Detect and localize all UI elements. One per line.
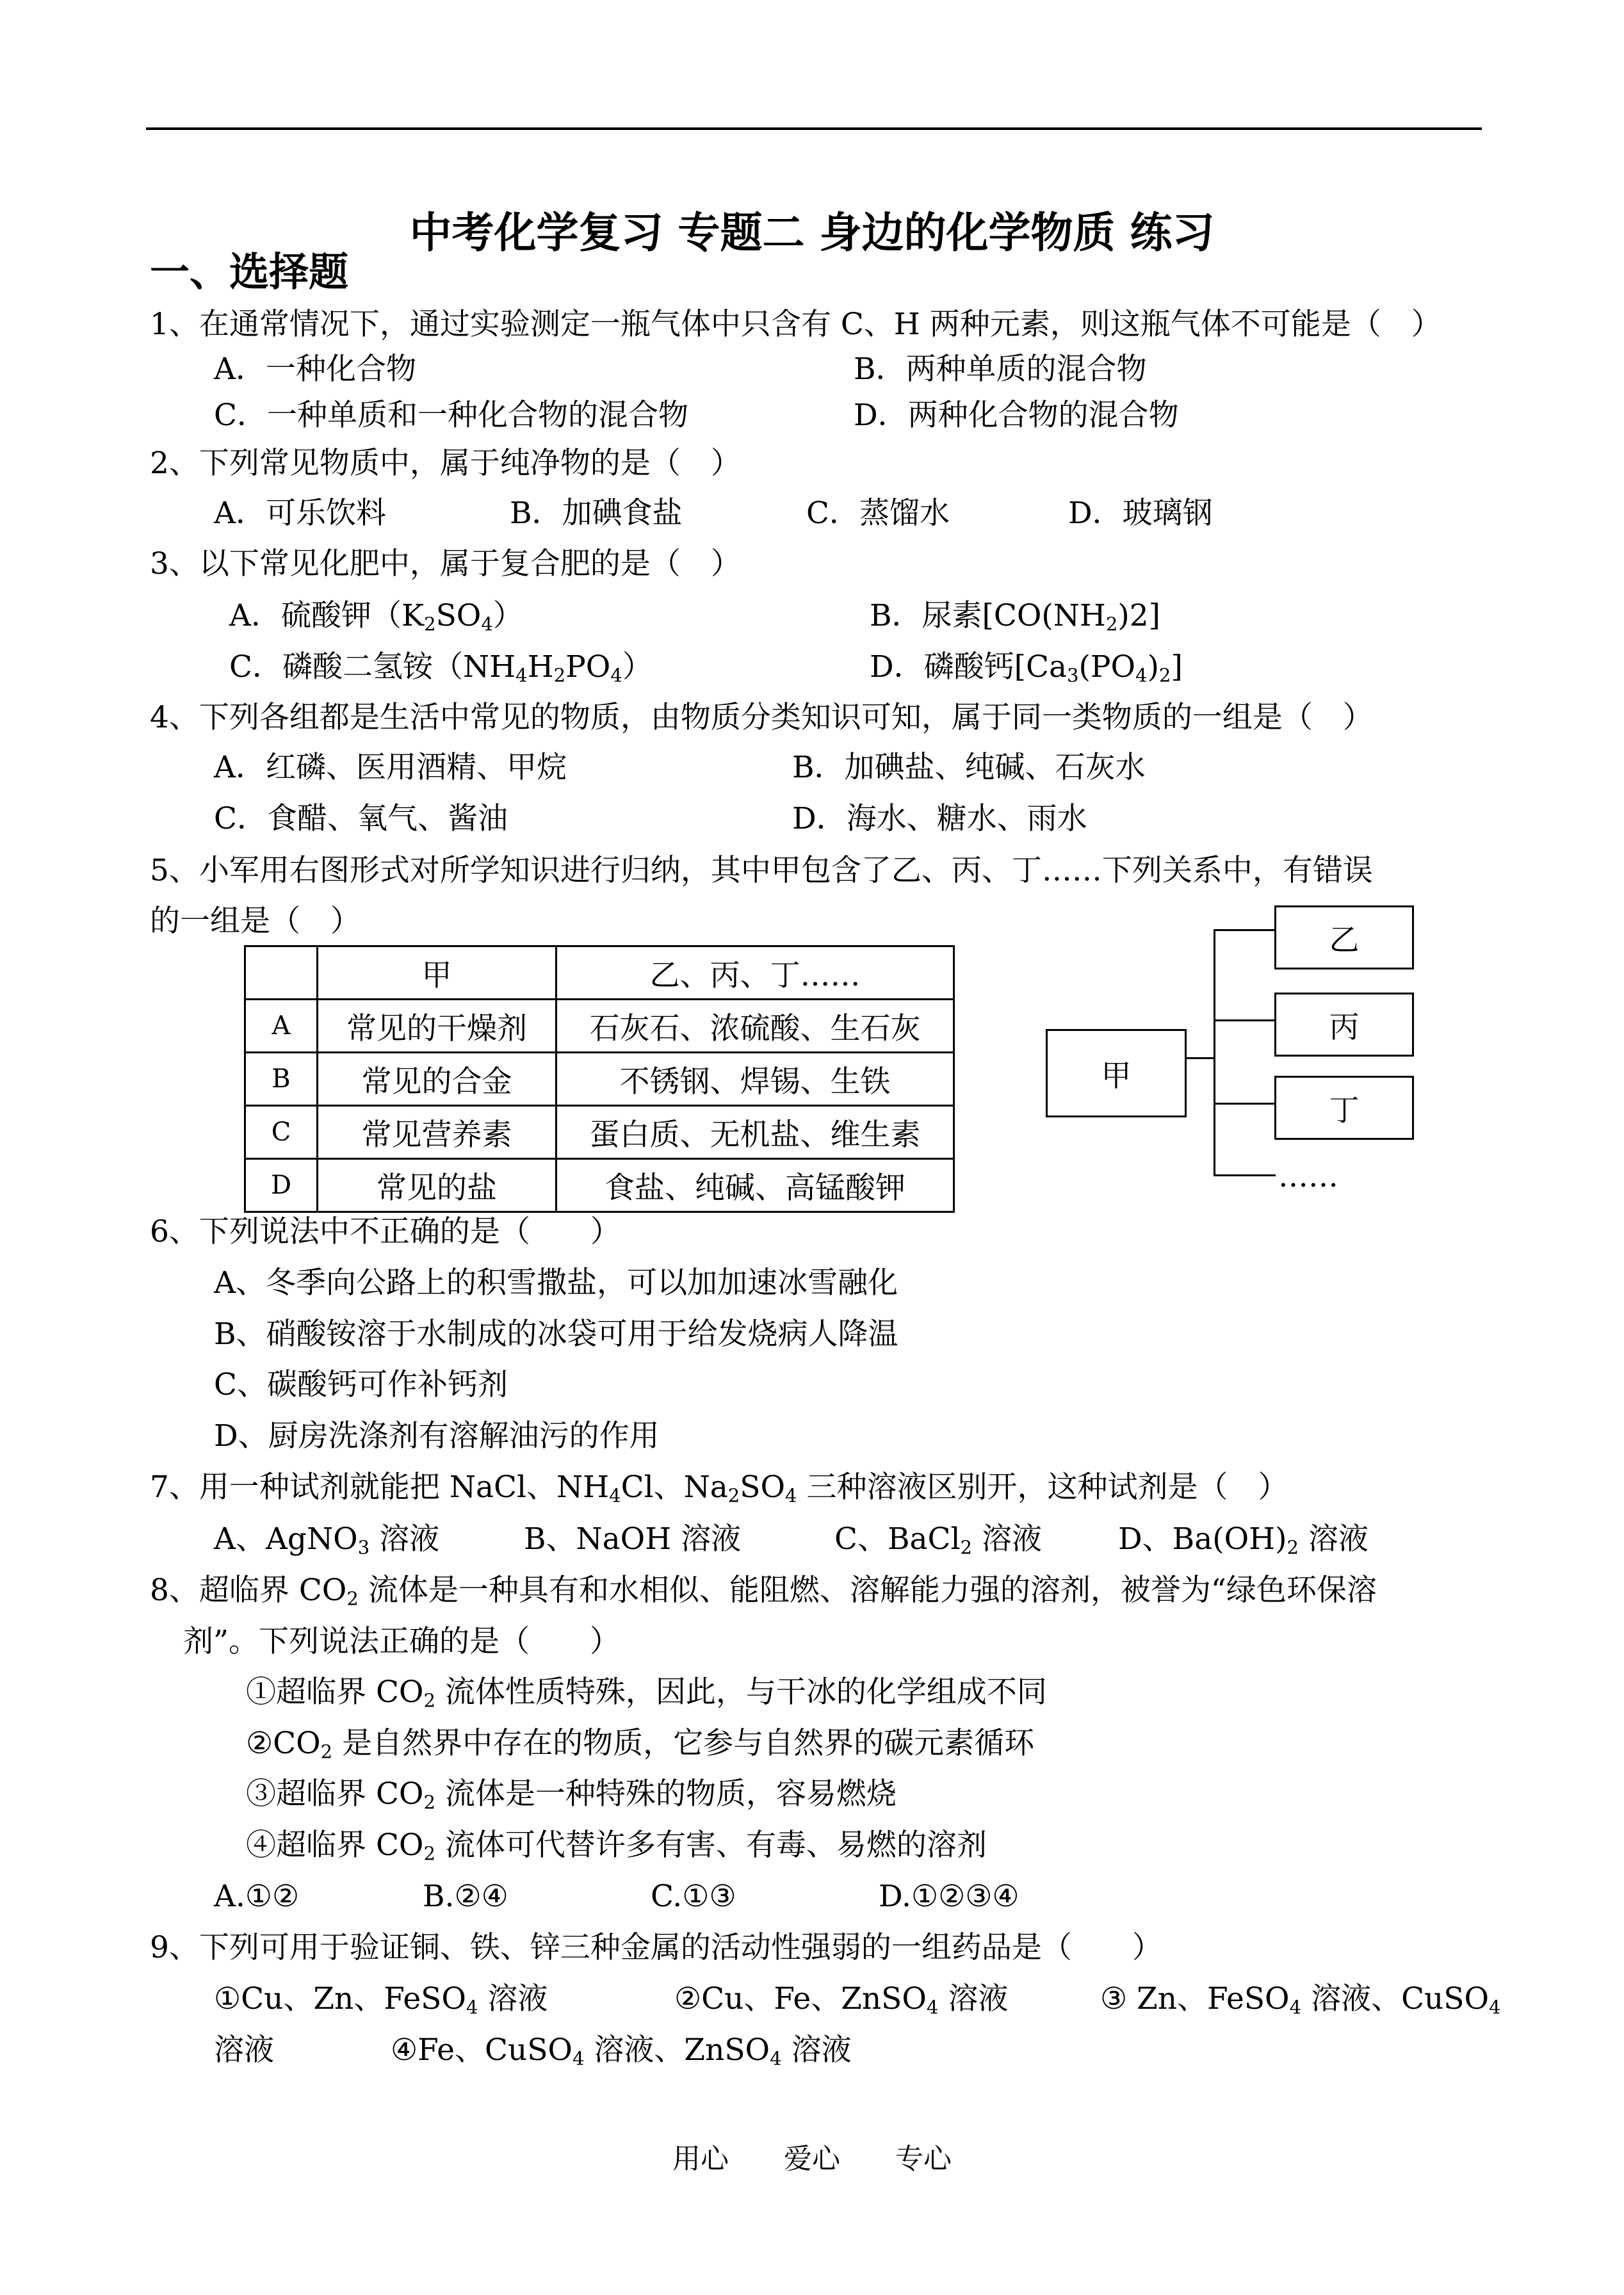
table-cell: 不锈钢、焊锡、生铁 bbox=[556, 1053, 954, 1106]
q9-option-1: ①Cu、Zn、FeSO$_4$ 溶液 bbox=[214, 1981, 548, 2018]
q1-stem: 1、在通常情况下，通过实验测定一瓶气体中只含有 C、H 两种元素，则这瓶气体不可能是（ ） bbox=[150, 307, 1441, 342]
diagram-ellipsis: …… bbox=[1278, 1159, 1338, 1194]
q5-stem-line1: 5、小军用右图形式对所学知识进行归纳，其中甲包含了乙、丙、丁……下列关系中，有错误 bbox=[150, 853, 1373, 888]
section-heading: 一、选择题 bbox=[150, 248, 349, 295]
table-cell: 食盐、纯碱、高锰酸钾 bbox=[556, 1159, 954, 1212]
q4-option-b: B．加碘盐、纯碱、石灰水 bbox=[792, 750, 1146, 785]
table-cell: C bbox=[245, 1106, 318, 1159]
diagram-child-box: 丁 bbox=[1274, 1076, 1414, 1140]
table-cell: 乙、丙、丁…… bbox=[556, 946, 954, 1000]
table-cell: 常见的盐 bbox=[318, 1159, 556, 1212]
q1-option-d: D．两种化合物的混合物 bbox=[854, 398, 1179, 433]
table-header-row bbox=[245, 946, 954, 1000]
q7-stem: 7、用一种试剂就能把 NaCl、$NH_4Cl$、$Na_2SO_4$ 三种溶液区别开，这种试剂是（ ） bbox=[150, 1470, 1288, 1507]
q8-stem-line2: 剂”。下列说法正确的是（ ） bbox=[183, 1624, 621, 1659]
q1-option-c: C．一种单质和一种化合物的混合物 bbox=[214, 398, 688, 433]
q7-option-c: C、BaCl$_2$ 溶液 bbox=[834, 1521, 1042, 1559]
table-row bbox=[245, 1000, 954, 1053]
q8-statement-3: ③超临界 $CO_2$ 流体是一种特殊的物质，容易燃烧 bbox=[246, 1776, 897, 1813]
q5-table bbox=[244, 945, 955, 1213]
table-cell: 蛋白质、无机盐、维生素 bbox=[556, 1106, 954, 1159]
diagram-root-box: 甲 bbox=[1046, 1029, 1187, 1117]
table-cell: 常见营养素 bbox=[318, 1106, 556, 1159]
q2-option-c: C．蒸馏水 bbox=[806, 496, 950, 531]
q7-option-a: A、AgNO$_3$ 溶液 bbox=[214, 1521, 440, 1559]
table-cell: 常见的合金 bbox=[318, 1053, 556, 1106]
diagram-branch-line bbox=[1214, 1103, 1276, 1105]
diagram-child-box: 乙 bbox=[1274, 905, 1414, 969]
q6-option-a: A、冬季向公路上的积雪撒盐，可以加加速冰雪融化 bbox=[214, 1265, 898, 1301]
table-cell: B bbox=[245, 1053, 318, 1106]
q2-option-d: D．玻璃钢 bbox=[1068, 496, 1213, 531]
diagram-trunk-line bbox=[1214, 929, 1215, 1176]
q1-option-b: B．两种单质的混合物 bbox=[854, 352, 1147, 387]
page-footer bbox=[0, 2136, 1624, 2177]
footer-word: 爱心 bbox=[784, 2143, 840, 2175]
q5-stem-line2: 的一组是（ ） bbox=[150, 904, 361, 939]
footer-word: 专心 bbox=[895, 2143, 952, 2175]
footer-word: 用心 bbox=[672, 2143, 729, 2175]
diagram-branch-line bbox=[1214, 929, 1276, 931]
q8-stem-line1: 8、超临界 $CO_2$ 流体是一种具有和水相似、能阻燃、溶解能力强的溶剂，被誉为“绿色环保溶 bbox=[150, 1573, 1377, 1610]
q8-option-c: C.①③ bbox=[651, 1879, 736, 1914]
q1-option-a: A．一种化合物 bbox=[214, 352, 416, 387]
q2-option-a: A．可乐饮料 bbox=[214, 496, 386, 531]
table-row bbox=[245, 1159, 954, 1212]
q8-statement-2: $②CO_2$ 是自然界中存在的物质，它参与自然界的碳元素循环 bbox=[246, 1726, 1035, 1763]
q8-option-a: A.①② bbox=[214, 1879, 300, 1914]
table-row bbox=[245, 1106, 954, 1159]
q3-stem: 3、以下常见化肥中，属于复合肥的是（ ） bbox=[150, 546, 741, 581]
table-row bbox=[245, 1053, 954, 1106]
table-cell: 石灰石、浓硫酸、生石灰 bbox=[556, 1000, 954, 1053]
q6-option-d: D、厨房洗涤剂有溶解油污的作用 bbox=[214, 1418, 660, 1454]
q8-statement-4: ④超临界 $CO_2$ 流体可代替许多有害、有毒、易燃的溶剂 bbox=[246, 1828, 987, 1865]
table-cell bbox=[245, 946, 318, 1000]
q6-option-c: C、碳酸钙可作补钙剂 bbox=[214, 1367, 508, 1402]
q8-statement-1: ①超临界 $CO_2$ 流体性质特殊，因此，与干冰的化学组成不同 bbox=[246, 1675, 1047, 1712]
q4-option-d: D．海水、糖水、雨水 bbox=[792, 801, 1087, 836]
q4-stem: 4、下列各组都是生活中常见的物质，由物质分类知识可知，属于同一类物质的一组是（ ） bbox=[150, 700, 1373, 735]
q2-stem: 2、下列常见物质中，属于纯净物的是（ ） bbox=[150, 446, 741, 481]
diagram-branch-line bbox=[1214, 1174, 1276, 1176]
q2-option-b: B．加碘食盐 bbox=[510, 496, 683, 531]
q8-option-b: B.②④ bbox=[423, 1879, 508, 1914]
q4-option-a: A．红磷、医用酒精、甲烷 bbox=[214, 750, 567, 785]
q3-option-a: A．硫酸钾$(K_2SO_4)$ bbox=[229, 598, 523, 635]
q6-stem: 6、下列说法中不正确的是（ ） bbox=[150, 1214, 621, 1249]
q9-option-4: ④Fe、CuSO$_4$ 溶液、ZnSO$_4$ 溶液 bbox=[391, 2032, 852, 2070]
q9-stem: 9、下列可用于验证铜、铁、锌三种金属的活动性强弱的一组药品是（ ） bbox=[150, 1930, 1162, 1965]
q4-option-c: C．食醋、氧气、酱油 bbox=[214, 801, 508, 836]
header-rule bbox=[146, 127, 1482, 130]
q3-option-c: C．磷酸二氢铵$(NH_4H_2PO_4)$ bbox=[229, 649, 653, 686]
table-cell: 常见的干燥剂 bbox=[318, 1000, 556, 1053]
table-cell: 甲 bbox=[318, 946, 556, 1000]
table-cell: A bbox=[245, 1000, 318, 1053]
q7-option-b: B、NaOH 溶液 bbox=[524, 1521, 742, 1557]
q8-option-d: D.①②③④ bbox=[879, 1879, 1019, 1914]
q3-option-d: D．磷酸钙$[Ca_3(PO_4)_2]$ bbox=[870, 649, 1183, 686]
diagram-child-box: 丙 bbox=[1274, 993, 1414, 1057]
q9-option-3-continued: 溶液 bbox=[214, 2032, 274, 2068]
q9-option-3: ③ Zn、FeSO$_4$ 溶液、CuSO$_4$ bbox=[1100, 1981, 1501, 2018]
q6-option-b: B、硝酸铵溶于水制成的冰袋可用于给发烧病人降温 bbox=[214, 1317, 898, 1352]
page-title: 中考化学复习 专题二 身边的化学物质 练习 bbox=[409, 208, 1215, 257]
diagram-connector bbox=[1187, 1057, 1215, 1059]
q7-option-d: D、$Ba(OH)_2$ 溶液 bbox=[1118, 1521, 1368, 1559]
table-cell: D bbox=[245, 1159, 318, 1212]
q9-option-2: ②Cu、Fe、ZnSO$_4$ 溶液 bbox=[674, 1981, 1009, 2018]
q3-option-b: B．尿素$[CO(NH_2)2]$ bbox=[870, 598, 1160, 635]
diagram-branch-line bbox=[1214, 1019, 1276, 1021]
